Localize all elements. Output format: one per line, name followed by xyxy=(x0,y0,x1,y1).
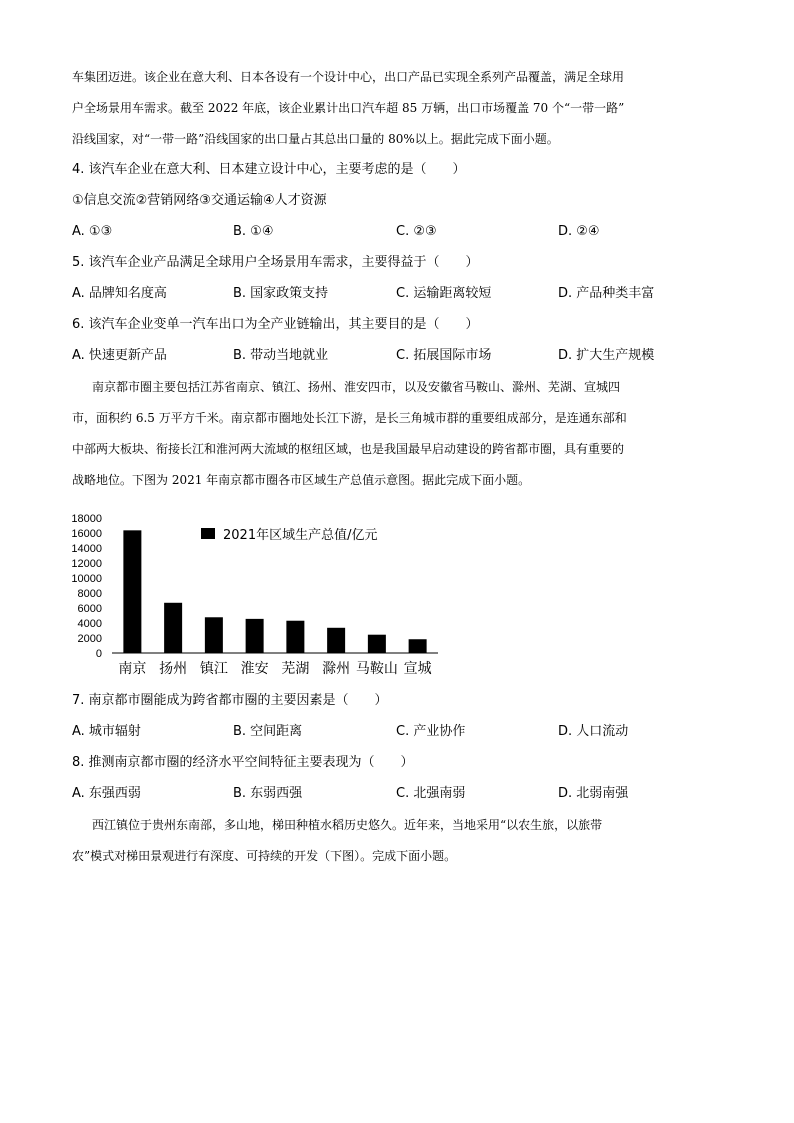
question-6-option-a[interactable]: A. 快速更新产品 xyxy=(72,348,167,363)
question-5-option-d[interactable]: D. 产品种类丰富 xyxy=(558,286,655,301)
question-8-option-c[interactable]: C. 北强南弱 xyxy=(396,786,466,801)
gdp-bar-chart xyxy=(60,508,460,683)
question-5-option-a[interactable]: A. 品牌知名度高 xyxy=(72,286,167,301)
passage2-line: 南京都市圈主要包括江苏省南京、镇江、扬州、淮安四市，以及安徽省马鞍山、滁州、芜湖、宣城四 xyxy=(92,380,621,394)
bar-5 xyxy=(327,628,345,653)
question-7-option-b[interactable]: B. 空间距离 xyxy=(233,724,303,739)
y-tick-label: 16000 xyxy=(71,528,102,540)
question-7-option-c[interactable]: C. 产业协作 xyxy=(396,724,466,739)
bar-0 xyxy=(123,530,141,653)
question-4-option-d[interactable]: D. ②④ xyxy=(558,224,600,239)
y-tick-label: 12000 xyxy=(71,558,102,570)
category-label: 扬州 xyxy=(159,661,188,677)
question-5-stem: 5. 该汽车企业产品满足全球用户全场景用车需求，主要得益于（ ） xyxy=(72,255,479,270)
passage1-line: 车集团迈进。该企业在意大利、日本各设有一个设计中心，出口产品已实现全系列产品覆盖，满足全球用 xyxy=(72,70,625,84)
y-tick-label: 8000 xyxy=(77,588,102,600)
legend-label: 2021年区域生产总值/亿元 xyxy=(223,528,378,543)
question-4-items: ①信息交流②营销网络③交通运输④人才资源 xyxy=(72,193,327,208)
bar-2 xyxy=(205,617,223,653)
category-label: 宣城 xyxy=(403,661,432,677)
question-6-option-b[interactable]: B. 带动当地就业 xyxy=(233,348,329,363)
bar-7 xyxy=(409,639,427,653)
question-4-option-a[interactable]: A. ①③ xyxy=(72,224,113,239)
question-4-option-b[interactable]: B. ①④ xyxy=(233,224,274,239)
question-6-option-d[interactable]: D. 扩大生产规模 xyxy=(558,348,655,363)
legend-swatch xyxy=(201,528,215,539)
y-tick-label: 0 xyxy=(95,648,102,660)
question-4-option-c[interactable]: C. ②③ xyxy=(396,224,437,239)
passage3-line: 西江镇位于贵州东南部，多山地，梯田种植水稻历史悠久。近年来，当地采用“以农生旅，以旅带 xyxy=(92,818,603,832)
category-label: 滁州 xyxy=(322,661,351,677)
y-tick-label: 18000 xyxy=(71,513,102,525)
passage2-line: 中部两大板块、衔接长江和淮河两大流域的枢纽区域，也是我国最早启动建设的跨省都市圈，具有重要的 xyxy=(72,442,625,456)
question-5-option-b[interactable]: B. 国家政策支持 xyxy=(233,286,329,301)
question-6-stem: 6. 该汽车企业变单一汽车出口为全产业链输出，其主要目的是（ ） xyxy=(72,317,479,332)
y-tick-label: 4000 xyxy=(77,618,102,630)
bar-4 xyxy=(286,621,304,653)
y-tick-label: 2000 xyxy=(77,633,102,645)
category-label: 芜湖 xyxy=(281,661,310,677)
category-label: 镇江 xyxy=(199,661,228,677)
category-label: 淮安 xyxy=(240,661,269,677)
question-4-stem: 4. 该汽车企业在意大利、日本建立设计中心，主要考虑的是（ ） xyxy=(72,162,466,177)
question-8-option-d[interactable]: D. 北弱南强 xyxy=(558,786,629,801)
question-7-stem: 7. 南京都市圈能成为跨省都市圈的主要因素是（ ） xyxy=(72,693,388,708)
passage2-line: 战略地位。下图为 2021 年南京都市圈各市区域生产总值示意图。据此完成下面小题。 xyxy=(72,473,531,487)
question-8-option-b[interactable]: B. 东弱西强 xyxy=(233,786,303,801)
question-8-option-a[interactable]: A. 东强西弱 xyxy=(72,786,141,801)
y-tick-label: 10000 xyxy=(71,573,102,585)
bar-6 xyxy=(368,635,386,653)
category-label: 南京 xyxy=(118,661,147,677)
bar-1 xyxy=(164,603,182,653)
passage2-line: 市，面积约 6.5 万平方千米。南京都市圈地处长江下游，是长三角城市群的重要组成部分，是连通东部和 xyxy=(72,411,627,425)
question-8-stem: 8. 推测南京都市圈的经济水平空间特征主要表现为（ ） xyxy=(72,755,414,770)
y-tick-label: 6000 xyxy=(77,603,102,615)
question-5-option-c[interactable]: C. 运输距离较短 xyxy=(396,286,492,301)
passage3-line: 农”模式对梯田景观进行有深度、可持续的开发（下图）。完成下面小题。 xyxy=(72,849,457,863)
question-7-option-d[interactable]: D. 人口流动 xyxy=(558,724,629,739)
passage1-line: 沿线国家，对“一带一路”沿线国家的出口量占其总出口量的 80%以上。据此完成下面小题。 xyxy=(72,132,559,146)
bar-3 xyxy=(246,619,264,653)
passage1-line: 户全场景用车需求。截至 2022 年底，该企业累计出口汽车超 85 万辆，出口市场覆盖 70 个“一带一路” xyxy=(72,101,625,115)
question-6-option-c[interactable]: C. 拓展国际市场 xyxy=(396,348,492,363)
y-tick-label: 14000 xyxy=(71,543,102,555)
question-7-option-a[interactable]: A. 城市辐射 xyxy=(72,724,141,739)
category-label: 马鞍山 xyxy=(355,661,398,677)
